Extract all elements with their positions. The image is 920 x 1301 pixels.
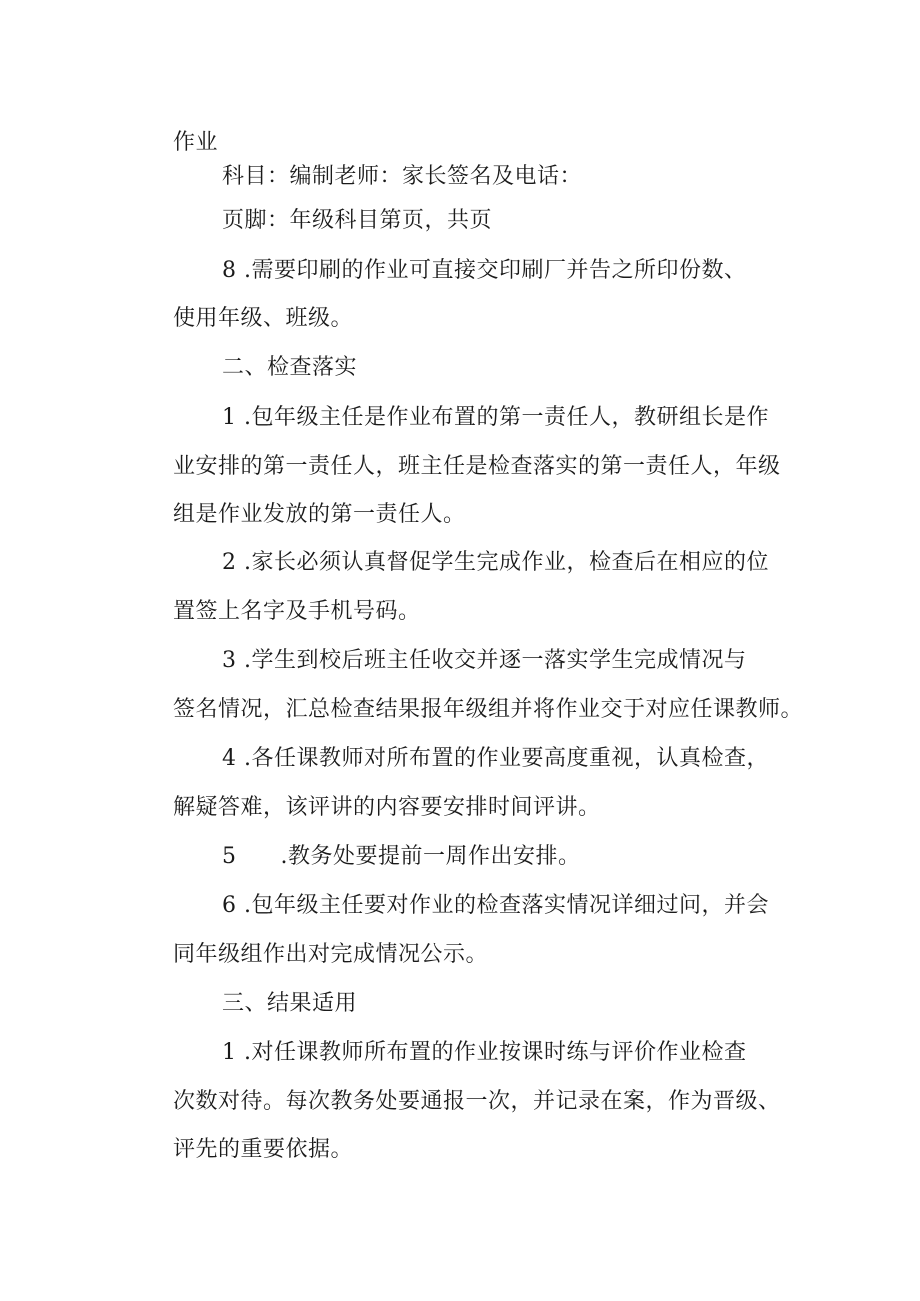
text-line: 次数对待。每次教务处要通报一次，并记录在案，作为晋级、 bbox=[173, 1089, 781, 1114]
section-heading: 二、检查落实 bbox=[222, 355, 358, 380]
text-line: 页脚：年级科目第页，共页 bbox=[222, 208, 493, 233]
text-line: 2 .家长必须认真督促学生完成作业，检查后在相应的位 bbox=[222, 550, 769, 575]
text-line: 评先的重要依据。 bbox=[173, 1137, 354, 1162]
text-line: 8 .需要印刷的作业可直接交印刷厂并告之所印份数、 bbox=[222, 258, 747, 283]
item-text: .教务处要提前一周作出安排。 bbox=[280, 844, 581, 869]
text-line: 置签上名字及手机号码。 bbox=[173, 599, 421, 624]
text-line: 同年级组作出对完成情况公示。 bbox=[173, 942, 489, 967]
text-line: 组是作业发放的第一责任人。 bbox=[173, 502, 466, 527]
text-line: 使用年级、班级。 bbox=[173, 306, 354, 331]
text-line: 6 .包年级主任要对作业的检查落实情况详细过问，并会 bbox=[222, 893, 769, 918]
text-line: 解疑答难，该评讲的内容要安排时间评讲。 bbox=[173, 795, 601, 820]
text-line: 业安排的第一责任人，班主任是检查落实的第一责任人，年级 bbox=[173, 454, 781, 479]
section-heading: 三、结果适用 bbox=[222, 991, 358, 1016]
item-number: 5 bbox=[222, 844, 237, 869]
text-line: 科目：编制老师：家长签名及电话： bbox=[222, 164, 583, 189]
text-line bbox=[222, 842, 581, 872]
text-line: 1 .包年级主任是作业布置的第一责任人，教研组长是作 bbox=[222, 405, 769, 430]
text-line: 4 .各任课教师对所布置的作业要高度重视，认真检查， bbox=[222, 746, 769, 771]
text-line: 1 .对任课教师所布置的作业按课时练与评价作业检查 bbox=[222, 1040, 747, 1065]
text-line: 作业 bbox=[173, 130, 219, 155]
text-line: 3 .学生到校后班主任收交并逐一落实学生完成情况与 bbox=[222, 648, 747, 673]
text-line: 签名情况，汇总检查结果报年级组并将作业交于对应任课教师。 bbox=[173, 697, 804, 722]
